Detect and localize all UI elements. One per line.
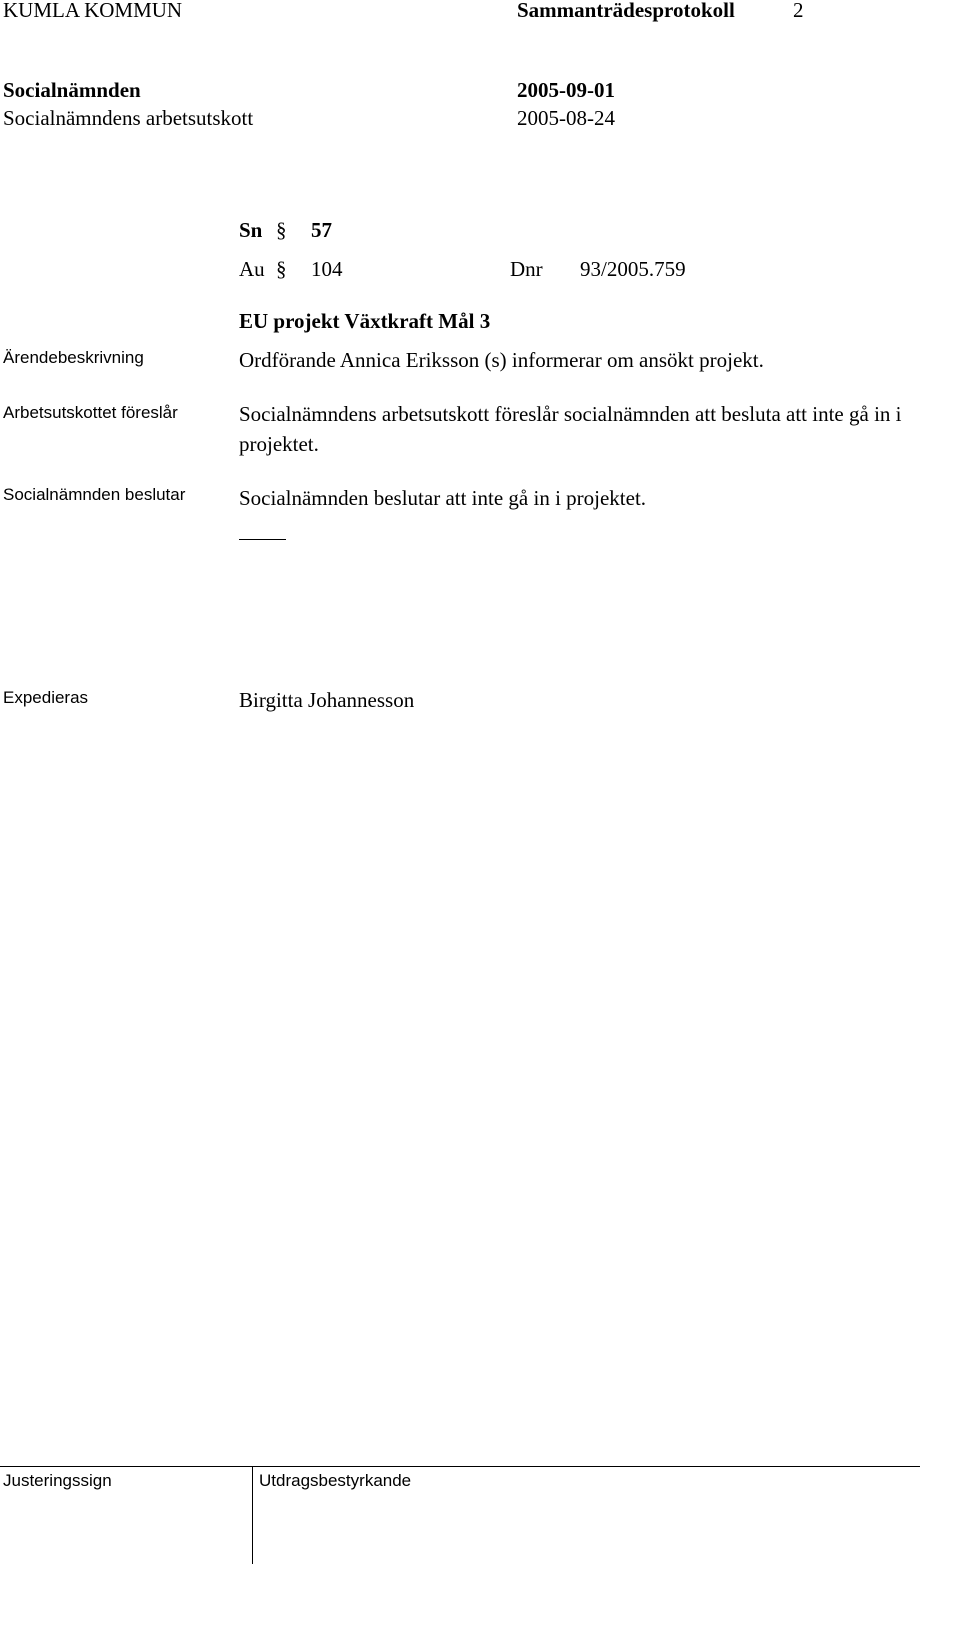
sn-label: Sn [239,218,263,242]
sn-number: 57 [311,218,332,242]
row-label-arbetsutskottet: Arbetsutskottet föreslår [3,403,178,422]
committee-date: 2005-09-01 [517,78,615,102]
row-label-arendebeskrivning: Ärendebeskrivning [3,348,144,367]
subcommittee-date: 2005-08-24 [517,106,615,130]
row-text-beslutar: Socialnämnden beslutar att inte gå in i projektet. [239,486,647,510]
separator-line [239,539,286,540]
au-label: Au [239,257,265,281]
utdragsbestyrkande-label: Utdragsbestyrkande [259,1471,412,1490]
row-text-arendebeskrivning: Ordförande Annica Eriksson (s) informerar om ansökt projekt. [239,348,764,372]
row-text-arbetsutskottet: Socialnämndens arbetsutskott föreslår socialnämnden att besluta att inte gå in i projektet. [239,402,902,456]
justeringssign-label: Justeringssign [3,1471,112,1490]
expedieras-value: Birgitta Johannesson [239,688,415,712]
footer-line [0,1466,920,1467]
section-symbol-au: § [276,257,287,281]
section-symbol: § [276,218,287,242]
dnr-value: 93/2005.759 [580,257,686,281]
expedieras-label: Expedieras [3,688,89,707]
doc-type: Sammanträdesprotokoll [517,0,735,22]
subcommittee-name: Socialnämndens arbetsutskott [3,106,254,130]
footer-divider [252,1466,253,1564]
au-number: 104 [311,257,343,281]
case-title: EU projekt Växtkraft Mål 3 [239,309,491,333]
page-number: 2 [793,0,804,22]
row-label-beslutar: Socialnämnden beslutar [3,485,186,504]
dnr-label: Dnr [510,257,543,281]
org-name: KUMLA KOMMUN [3,0,183,22]
committee-name: Socialnämnden [3,78,141,102]
